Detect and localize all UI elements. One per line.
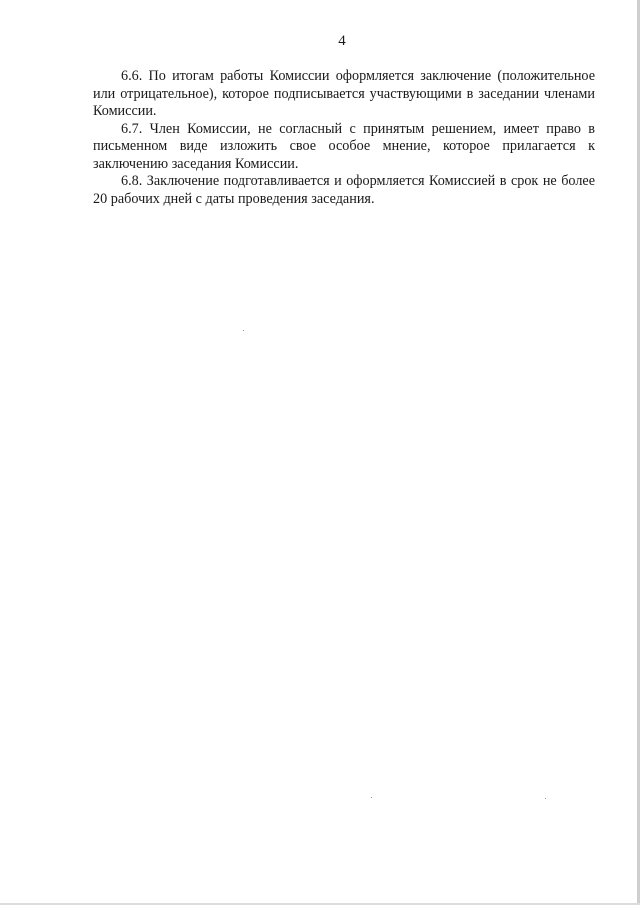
scan-speck bbox=[545, 798, 546, 799]
scan-speck bbox=[371, 797, 372, 798]
paragraph-6-6: 6.6. По итогам работы Комиссии оформляется заключение (положительное или отрицательное), которое подписывается участвующими в заседании членами Комиссии. bbox=[93, 68, 595, 119]
scan-speck bbox=[243, 330, 244, 331]
page-number: 4 bbox=[338, 33, 346, 49]
paragraph-6-7: 6.7. Член Комиссии, не согласный с принятым решением, имеет право в письменном виде изложить свое особое мнение, которое прилагается к заключению заседания Комиссии. bbox=[93, 120, 595, 172]
paragraph-6-8: 6.8. Заключение подготавливается и оформляется Комиссией в срок не более 20 рабочих дней с даты проведения заседания. bbox=[93, 173, 595, 207]
document-body bbox=[93, 68, 595, 208]
